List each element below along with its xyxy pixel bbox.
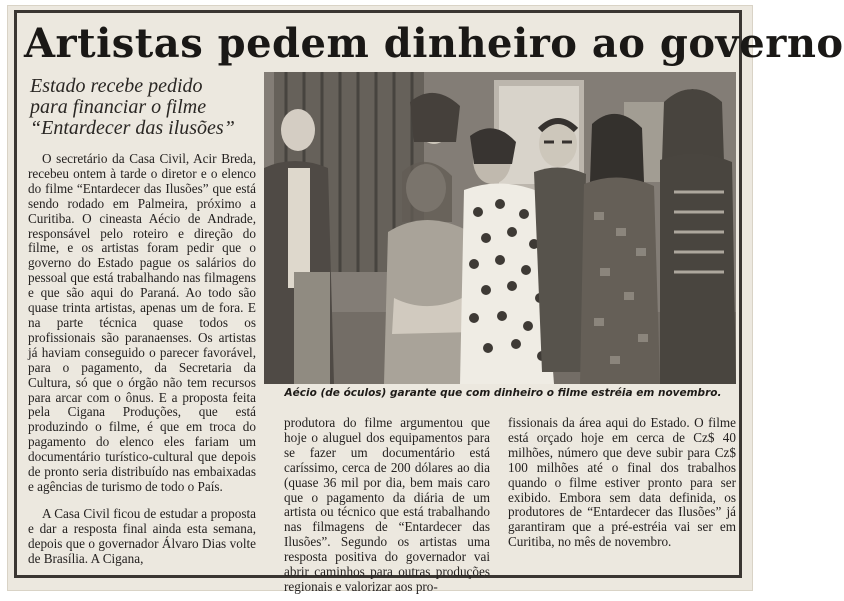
article-paragraph: produtora do filme argumentou que hoje o aluguel dos equipamentos para se fazer um documentário está caríssimo, cerca de 200 dólares ao dia (quase 36 mil por dia, bem mais caro que o pagamento da diária de um artista ou técnico que está trabalhando nas filmagens de “Entardecer das Ilusões”. Segundo os artistas uma resposta positiva do governador vai abrir caminhos para outras produções regionais e valorizar aos pro- [284,415,490,594]
article-paragraph: fissionais da área aqui do Estado. O filme está orçado hoje em cerca de Cz$ 40 milhões, número que deve subir para Cz$ 100 milhões até o final dos trabalhos quando o filme estiver pronto para ser exibido. Embora sem data definida, os produtores de “Entardecer das Ilusões” já garantiram que a pré-estréia vai ser em Curitiba, no mês de novembro. [508,415,736,550]
article-paragraph: O secretário da Casa Civil, Acir Breda, recebeu ontem à tarde o diretor e o elenco do filme “Entardecer das Ilusões” que está sendo rodado em Palmeira, próximo a Curitiba. O cineasta Aécio de Andrade, responsável pelo roteiro e direção do filme, e os artistas foram pedir que o governo do Estado pague os salários do pessoal que está trabalhando nas filmagens e que são aqui do Paraná. Ao todo são quase trinta artistas, apenas um de fora. E na parte técnica quase todos os profissionais são paranaenses. Os artistas já haviam conseguido o parecer favorável, para o pagamento, da Secretaria da Cultura, só que o órgão não tem recursos para arcar com o ônus. E a proposta feita pela Cigana Produções, que está produzindo o filme, é que em troca do pagamento do elenco eles fariam um documentário turístico-cultural que depois de pronto seria distribuído nas embaixadas e agências de turismo de todo o País. [28,151,256,494]
photo-caption: Aécio (de óculos) garante que com dinheiro o filme estréia em novembro. [284,387,722,399]
group-photo [264,72,736,384]
subheadline-line: Estado recebe pedido [30,75,203,97]
subheadline-line: para financiar o filme [30,96,207,118]
article-column-3 [508,416,736,550]
photo-group-icon [264,72,736,384]
article-paragraph: A Casa Civil ficou de estudar a proposta e dar a resposta final ainda esta semana, depois que o governador Álvaro Dias volte de Brasília. A Cigana, [28,505,256,566]
subheadline-line: “Entardecer das ilusões” [30,117,235,139]
article-column-2 [284,416,490,595]
headline: Artistas pedem dinheiro ao governo [24,20,844,67]
article-column-1 [28,152,256,566]
subheadline [30,76,260,139]
